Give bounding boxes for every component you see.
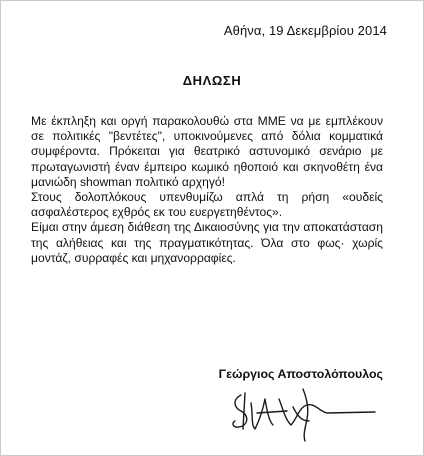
letter-paragraph: Είμαι στην άμεση διάθεση της Δικαιοσύνης για την αποκατάσταση της αλήθειας και της πραγματικότητας. Όλα στο φως· χωρίς μοντάζ, συρραφές και μηχανορραφίες.	[31, 220, 383, 265]
letter-date: Αθήνα, 19 Δεκεμβρίου 2014	[223, 23, 387, 38]
letter-body	[31, 114, 383, 266]
handwritten-signature	[227, 385, 387, 445]
letter-paragraph: Στους δολοπλόκους υπενθυμίζω απλά τη ρήση «ουδείς ασφαλέστερος εχθρός εκ του ευεργετηθέντος».	[31, 190, 383, 220]
letter-title: ΔΗΛΩΣΗ	[182, 73, 242, 88]
letter-paragraph: Με έκπληξη και οργή παρακολουθώ στα ΜΜΕ να με εμπλέκουν σε πολιτικές "βεντέτες", υποκινούμενες από δόλια κομματικά συμφέροντα. Πρόκειται για θεατρικό αστυνομικό σενάριο με πρωταγωνιστή έναν έμπειρο κωμικό ηθοποιό και σκηνοθέτη ένα μανιώδη showman πολιτικό αρχηγό!	[31, 114, 383, 189]
signer-name: Γεώργιος Αποστολόπουλος	[218, 367, 383, 381]
